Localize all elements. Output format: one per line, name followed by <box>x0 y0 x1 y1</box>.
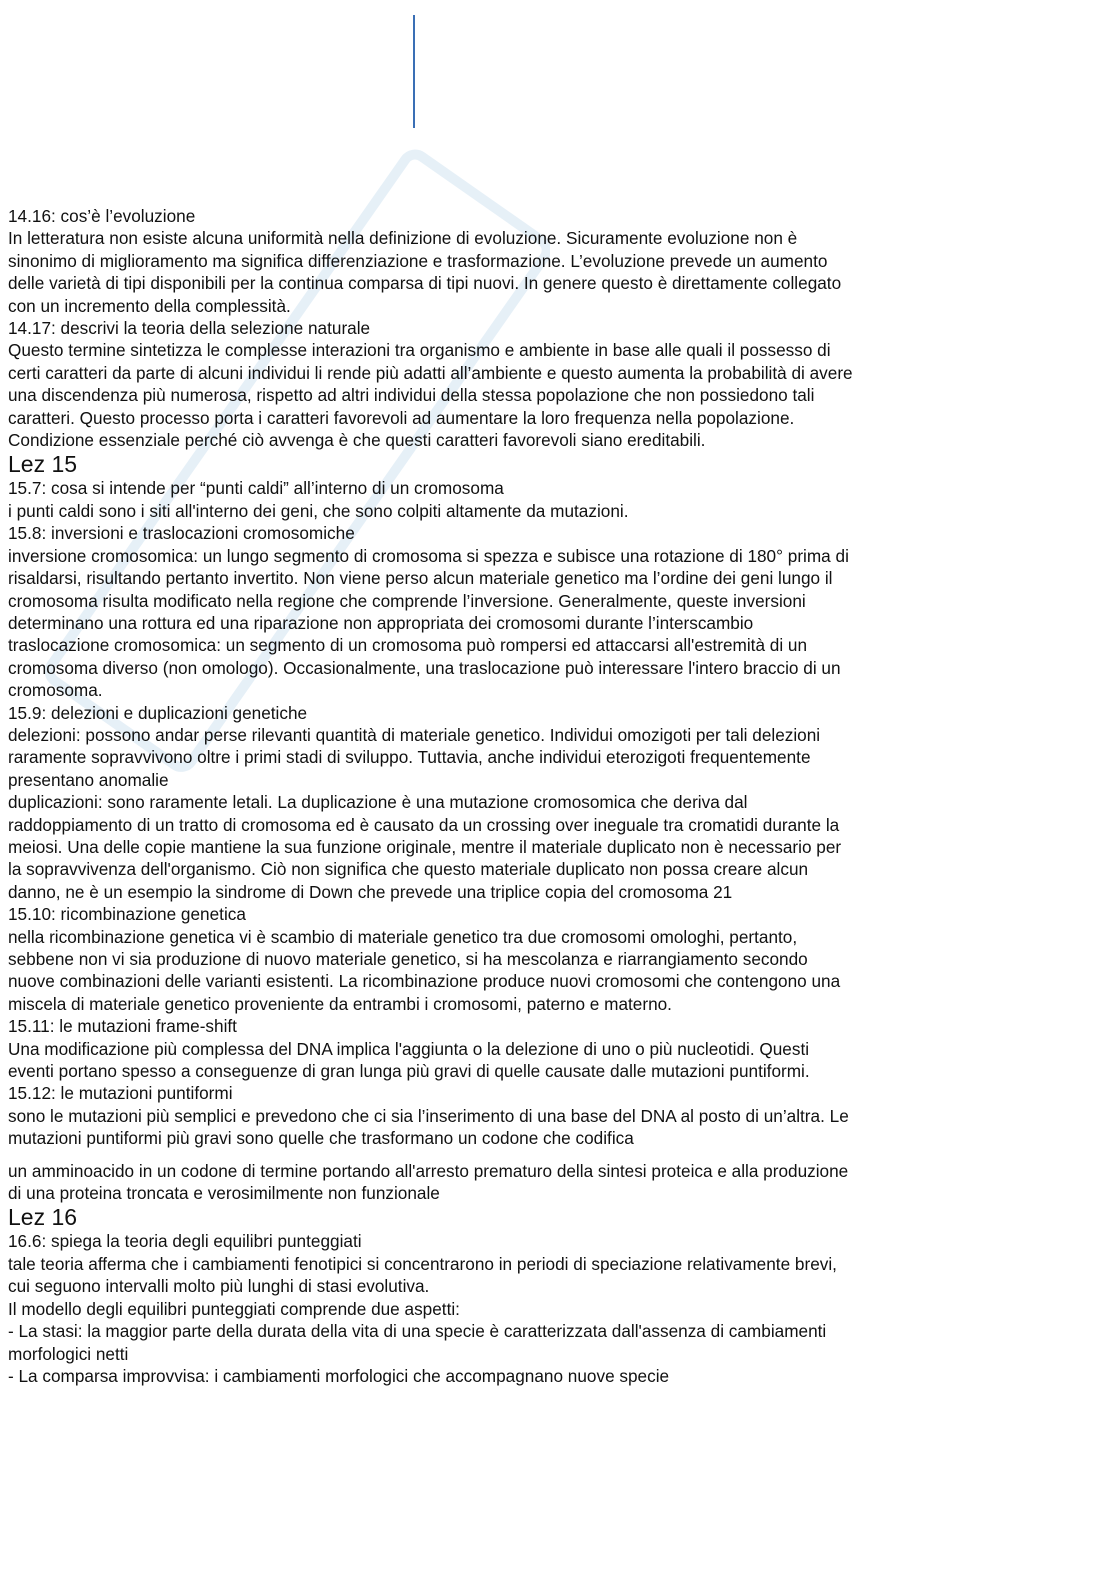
document-body <box>8 205 858 1387</box>
paragraph: Il modello degli equilibri punteggiati comprende due aspetti: <box>8 1298 460 1319</box>
paragraph: nella ricombinazione genetica vi è scambio di materiale genetico tra due cromosomi omologhi, pertanto, sebbene non vi sia produzione di nuovo materiale genetico, si ha mescolanza e riarrangiamento secondo nuove combinazioni delle varianti esistenti. La ricombinazione produce nuovi cromosomi che contengono una miscela di materiale genetico proveniente da entrambi i cromosomi, paterno e materno. <box>8 926 841 1014</box>
paragraph: duplicazioni: sono raramente letali. La duplicazione è una mutazione cromosomica che deriva dal raddoppiamento di un tratto di cromosoma ed è causato da un crossing over ineguale tra cromatidi durante la meiosi. Una delle copie mantiene la sua funzione originale, mentre il materiale duplicato non è necessario per la sopravvivenza dell'organismo. Ciò non significa che questo materiale duplicato non possa creare alcun danno, ne è un esempio la sindrome di Down che prevede una triplice copia del cromosoma 21 <box>8 792 842 902</box>
paragraph: 14.17: descrivi la teoria della selezione naturale <box>8 318 371 339</box>
page-break-gap <box>8 1150 858 1160</box>
paragraph: tale teoria afferma che i cambiamenti fenotipici si concentrarono in periodi di speciazione relativamente brevi, cui seguono intervalli molto più lunghi di stasi evolutiva. <box>8 1253 837 1297</box>
paragraph: traslocazione cromosomica: un segmento di un cromosoma può rompersi ed attaccarsi all'estremità di un cromosoma diverso (non omologo). Occasionalmente, una traslocazione può interessare l'intero braccio di un cromosoma. <box>8 635 841 701</box>
paragraph: Questo termine sintetizza le complesse interazioni tra organismo e ambiente in base alle quali il possesso di certi caratteri da parte di alcuni individui li rende più adatti all’ambiente e questo aumenta la probabilità di avere una discendenza più numerosa, rispetto ad altri individui della stessa popolazione che non possiedono tali caratteri. Questo processo porta i caratteri favorevoli ad aumentare la loro frequenza nella popolazione. Condizione essenziale perché ciò avvenga è che questi caratteri favorevoli siano ereditabili. <box>8 340 853 451</box>
paragraph: Una modificazione più complessa del DNA implica l'aggiunta o la delezione di uno o più nucleotidi. Questi eventi portano spesso a conseguenze di gran lunga più gravi di quelle causate dalle mutazioni puntiformi. <box>8 1038 810 1082</box>
paragraph: inversione cromosomica: un lungo segmento di cromosoma si spezza e subisce una rotazione di 180° prima di risaldarsi, risultando pertanto invertito. Non viene perso alcun materiale genetico ma l’ordine dei geni lungo il cromosoma risulta modificato nella regione che comprende l’inversione. Generalmente, queste inversioni determinano una rottura ed una riparazione non appropriata dei cromosomi durante l’interscambio <box>8 545 849 633</box>
paragraph: 15.8: inversioni e traslocazioni cromosomiche <box>8 523 355 544</box>
paragraph: delezioni: possono andar perse rilevanti quantità di materiale genetico. Individui omozigoti per tali delezioni raramente sopravvivono oltre i primi stadi di sviluppo. Tuttavia, anche individui eterozigoti frequentemente presentano anomalie <box>8 724 821 790</box>
paragraph: 16.6: spiega la teoria degli equilibri punteggiati <box>8 1231 362 1252</box>
paragraph: un amminoacido in un codone di termine portando all'arresto prematuro della sintesi proteica e alla produzione di una proteina troncata e verosimilmente non funzionale <box>8 1160 849 1204</box>
paragraph: 15.12: le mutazioni puntiformi <box>8 1083 233 1104</box>
paragraph: - La stasi: la maggior parte della durata della vita di una specie è caratterizzata dall'assenza di cambiamenti morfologici netti <box>8 1321 827 1364</box>
paragraph: In letteratura non esiste alcuna uniformità nella definizione di evoluzione. Sicuramente evoluzione non è sinonimo di miglioramento ma significa differenziazione e trasformazione. L’evoluzione prevede un aumento delle varietà di tipi disponibili per la continua comparsa di tipi nuovi. In genere questo è direttamente collegato con un incremento della complessità. <box>8 228 842 316</box>
margin-rule <box>413 15 415 128</box>
section-heading: Lez 16 <box>8 1204 78 1231</box>
paragraph: - La comparsa improvvisa: i cambiamenti morfologici che accompagnano nuove specie <box>8 1365 670 1386</box>
paragraph: i punti caldi sono i siti all'interno dei geni, che sono colpiti altamente da mutazioni. <box>8 500 629 521</box>
section-heading: Lez 15 <box>8 451 78 478</box>
paragraph: 15.11: le mutazioni frame-shift <box>8 1016 237 1037</box>
paragraph: 15.9: delezioni e duplicazioni genetiche <box>8 702 308 723</box>
paragraph: 15.7: cosa si intende per “punti caldi” all’interno di un cromosoma <box>8 478 504 499</box>
paragraph: 15.10: ricombinazione genetica <box>8 904 246 925</box>
paragraph: sono le mutazioni più semplici e prevedono che ci sia l’inserimento di una base del DNA al posto di un’altra. Le mutazioni puntiformi più gravi sono quelle che trasformano un codone che codifica <box>8 1105 849 1149</box>
paragraph: 14.16: cos’è l’evoluzione <box>8 206 196 226</box>
